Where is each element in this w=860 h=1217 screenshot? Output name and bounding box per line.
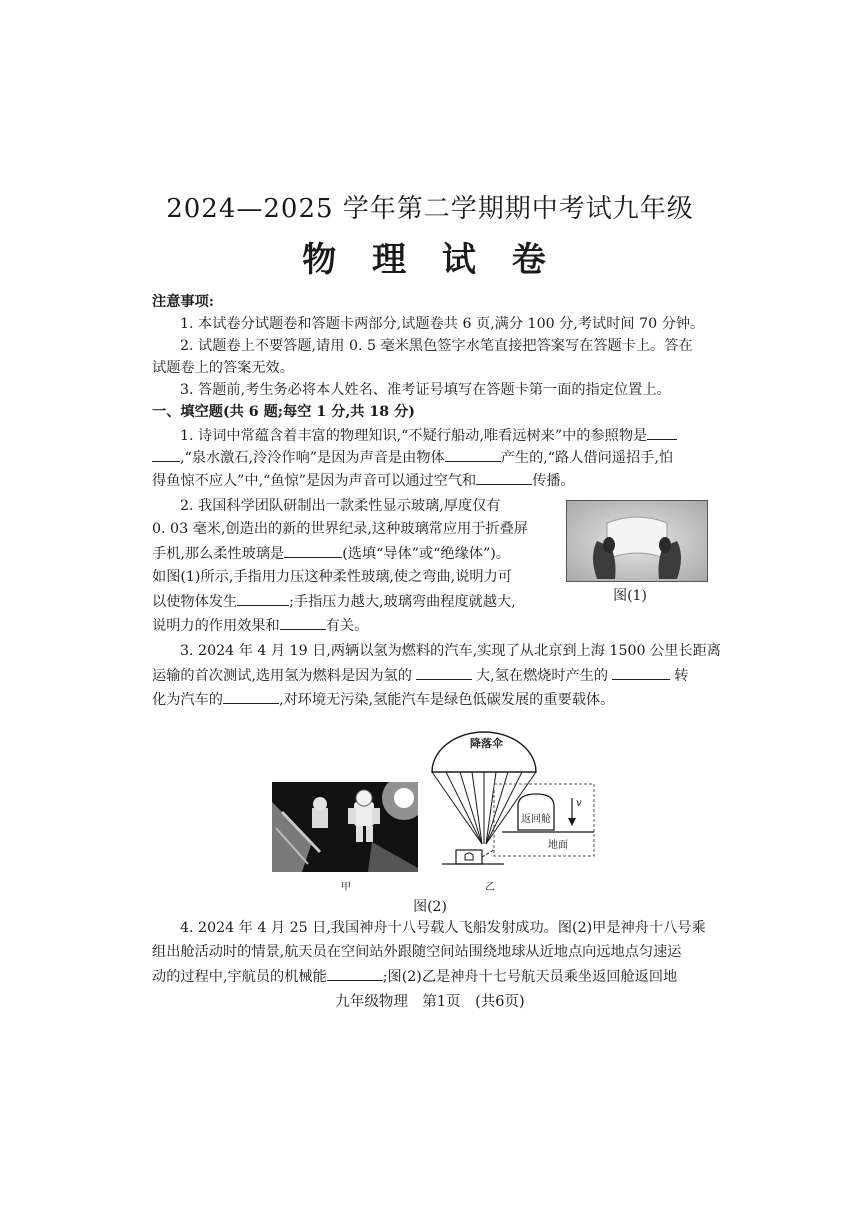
exam-subtitle: 物 理 试 卷 bbox=[302, 240, 558, 280]
figure-1-photo bbox=[566, 500, 708, 582]
q2-line-2: 0. 03 毫米,创造出的新的世界纪录,这种玻璃常应用于折叠屏 bbox=[152, 521, 528, 537]
q4-text-3b: ;图(2)乙是神舟十七号航天员乘坐返回舱返回地 bbox=[382, 969, 678, 985]
capsule-label: 返回舱 bbox=[521, 814, 551, 825]
notice-item-2a: 2. 试题卷上不要答题,请用 0. 5 毫米黑色签字水笔直接把答案写在答题卡上。答在 bbox=[180, 338, 693, 354]
q3-text-2b: 大,氢在燃烧时产生的 bbox=[475, 668, 609, 684]
q3-text-2c: 转 bbox=[674, 668, 689, 684]
page-footer: 九年级物理 第1页 (共6页) bbox=[335, 994, 525, 1010]
q2-line-4: 如图(1)所示,手指用力压这种柔性玻璃,使之弯曲,说明力可 bbox=[152, 569, 512, 585]
q2-line-1: 2. 我国科学团队研制出一款柔性显示玻璃,厚度仅有 bbox=[180, 498, 501, 514]
q4-line-3 bbox=[152, 966, 677, 987]
answer-blank bbox=[327, 966, 383, 981]
q2-text-3a: 手机,那么柔性玻璃是 bbox=[152, 546, 285, 562]
q3-line-3 bbox=[152, 689, 614, 710]
figure-1-caption: 图(1) bbox=[613, 588, 647, 604]
q3-line-2 bbox=[152, 665, 688, 686]
answer-blank bbox=[416, 665, 472, 680]
q3-text-3b: ,对环境无污染,氢能汽车是绿色低碳发展的重要载体。 bbox=[278, 692, 615, 708]
q1-text-2b: 产生的,“路人借问遥招手,怕 bbox=[500, 450, 674, 466]
answer-blank bbox=[280, 615, 326, 630]
q2-text-5a: 以使物体发生 bbox=[152, 594, 238, 610]
q2-text-6b: 有关。 bbox=[325, 618, 369, 634]
section-heading: 一、填空题(共 6 题;每空 1 分,共 18 分) bbox=[152, 404, 415, 420]
answer-blank bbox=[445, 447, 501, 462]
parachute-label: 降落伞 bbox=[470, 737, 503, 750]
answer-blank bbox=[284, 543, 342, 558]
q3-text-3a: 化为汽车的 bbox=[152, 692, 223, 708]
q1-line-3 bbox=[152, 470, 575, 491]
figure-2-caption: 图(2) bbox=[413, 899, 447, 915]
q4-line-2: 组出舱活动时的情景,航天员在空间站外跟随空间站围绕地球从近地点向远地点匀速运 bbox=[152, 944, 682, 960]
q1-text-3a: 得鱼惊不应人”中,“鱼惊”是因为声音可以通过空气和 bbox=[152, 473, 477, 489]
answer-blank bbox=[647, 425, 677, 440]
answer-blank bbox=[223, 689, 279, 704]
q1-line-1 bbox=[180, 425, 677, 446]
q4-text-3a: 动的过程中,宇航员的机械能 bbox=[152, 969, 327, 985]
q2-text-5b: ;手指压力越大,玻璃弯曲程度就越大, bbox=[289, 594, 516, 610]
velocity-label: v bbox=[576, 798, 582, 809]
answer-blank bbox=[612, 665, 670, 680]
figure-2-yi-label: 乙 bbox=[485, 882, 495, 893]
figure-2-jia-label: 甲 bbox=[341, 882, 351, 893]
notice-item-2b: 试题卷上的答案无效。 bbox=[152, 360, 294, 376]
q1-text-2a: ,“泉水激石,泠泠作响”是因为声音是由物体 bbox=[180, 450, 445, 466]
q2-line-5 bbox=[152, 591, 516, 612]
figure-2-jia-photo bbox=[272, 782, 418, 872]
q2-text-3b: (选填“导体”或“绝缘体”)。 bbox=[342, 546, 510, 562]
q2-line-6 bbox=[152, 615, 368, 636]
answer-blank bbox=[476, 470, 532, 485]
q1-text-1: 1. 诗词中常蕴含着丰富的物理知识,“不疑行船动,唯看远树来”中的参照物是 bbox=[180, 428, 648, 444]
q2-text-6a: 说明力的作用效果和 bbox=[152, 618, 280, 634]
q1-line-2 bbox=[152, 447, 673, 468]
answer-blank bbox=[237, 591, 289, 606]
q4-line-1: 4. 2024 年 4 月 25 日,我国神舟十八号载人飞船发射成功。图(2)甲是神舟十八号乘 bbox=[180, 920, 706, 936]
notice-item-3: 3. 答题前,考生务必将本人姓名、准考证号填写在答题卡第一面的指定位置上。 bbox=[180, 382, 671, 398]
answer-blank bbox=[152, 447, 180, 462]
notice-heading: 注意事项: bbox=[152, 294, 214, 310]
exam-title: 2024—2025 学年第二学期期中考试九年级 bbox=[166, 194, 694, 224]
q1-text-3b: 传播。 bbox=[532, 473, 575, 489]
ground-label: 地面 bbox=[548, 840, 568, 851]
q3-text-2a: 运输的首次测试,选用氢为燃料是因为氢的 bbox=[152, 668, 412, 684]
astronaut-spacewalk-illustration bbox=[272, 782, 418, 872]
q2-line-3 bbox=[152, 543, 510, 564]
figure-2-yi-diagram bbox=[420, 722, 600, 870]
flexible-glass-illustration bbox=[567, 501, 707, 581]
notice-item-1: 1. 本试卷分试题卷和答题卡两部分,试题卷共 6 页,满分 100 分,考试时间 70 分钟。 bbox=[180, 316, 705, 332]
q3-line-1: 3. 2024 年 4 月 19 日,两辆以氢为燃料的汽车,实现了从北京到上海 1500 公里长距离 bbox=[180, 643, 721, 659]
